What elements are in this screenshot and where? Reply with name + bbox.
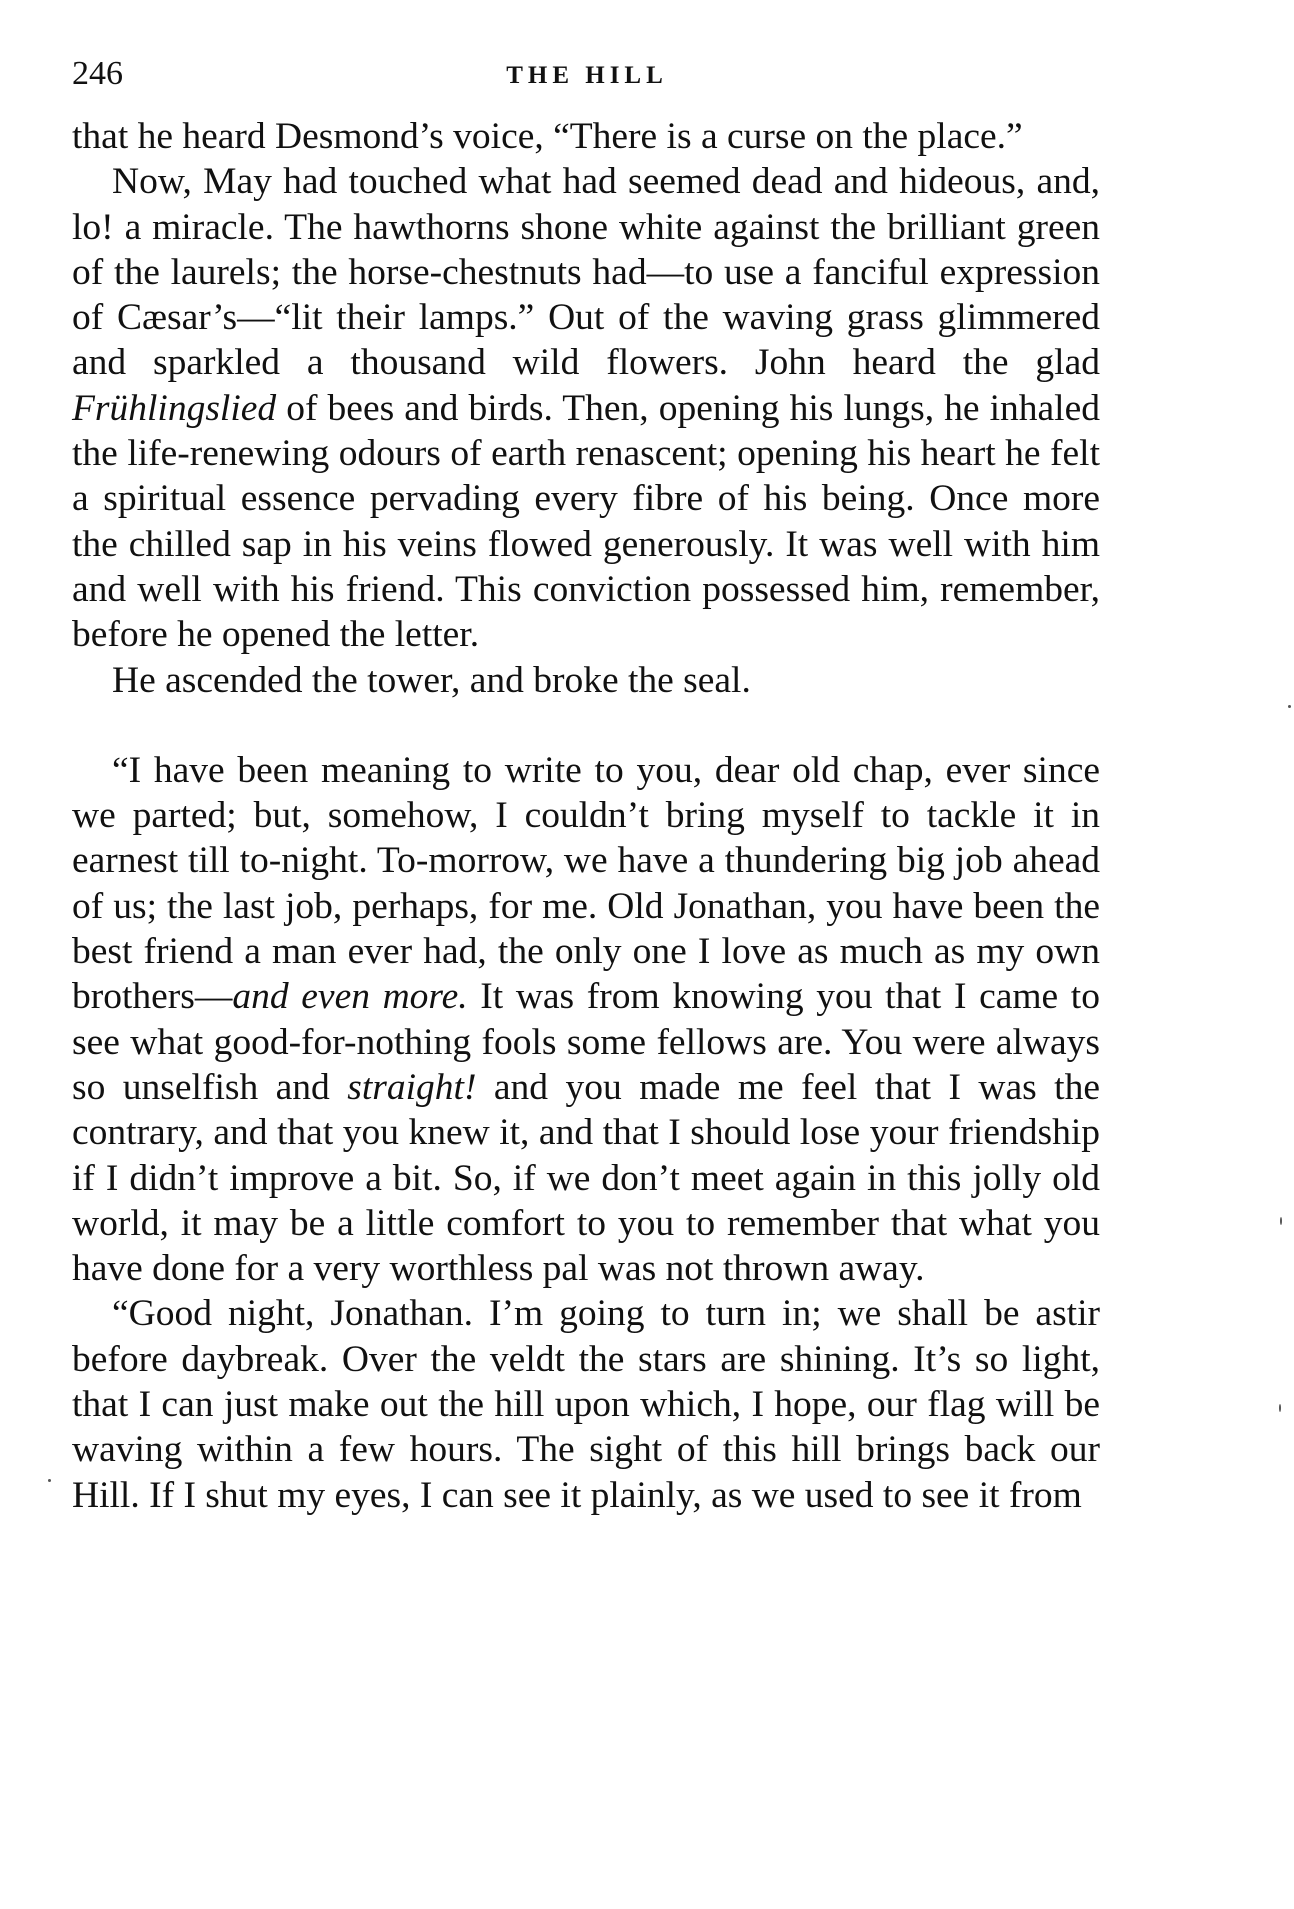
scan-speck [1280, 1217, 1282, 1225]
text-run: “Good night, Jonathan. I’m going to turn in; we shall be astir before daybreak. Over the veldt the stars are shining. It’s so light, that I can just make out the hill upon which, I hope, our flag will be waving within a few hours. The sight of this hill brings back our Hill. If I shut my eyes, I can see it plainly, as we used to see it from [72, 1293, 1100, 1516]
text-run: He ascended the tower, and broke the seal. [112, 659, 751, 701]
italic-word-fruhlingslied: Frühlingslied [72, 387, 277, 429]
text-run: It was from knowing you that I came to see what good-for-nothing fools some fellows are. You were always so unselfish and [72, 976, 1100, 1108]
page-header [72, 52, 1102, 96]
text-run: Now, May had touched what had seemed dead and hideous, and, lo! a miracle. The hawthorns shone white against the brilliant green of the laurels; the horse-chestnuts had—to use a fanciful expression of Cæsar’s—“lit their lamps.” Out of the waving grass glimmered and sparkled a thousand wild flowers. John heard the glad [72, 161, 1100, 384]
page-number: 246 [72, 55, 123, 92]
running-head: THE HILL [506, 62, 668, 89]
letter-paragraph-2 [72, 1291, 1100, 1517]
text-run: and you made me feel that I was the contrary, and that you knew it, and that I should lose your friendship if I didn’t improve a bit. So, if we don’t meet again in this jolly old world, it may be a little comfort to you to remember that what you have done for a very worthless pal was not thrown away. [72, 1066, 1100, 1290]
scan-speck [48, 1479, 51, 1482]
text-run: “I have been meaning to write to you, dear old chap, ever since we parted; but, somehow, I couldn’t bring myself to tackle it in earnest till to-night. To-morrow, we have a thundering big job ahead of us; the last job, perhaps, for me. Old Jonathan, you have been the best friend a man ever had, the only one I love as much as my own brothers— [72, 749, 1100, 1018]
scan-speck [1279, 1404, 1281, 1412]
italic-word-straight: straight! [347, 1066, 477, 1108]
scan-speck [1288, 705, 1291, 708]
text-run: of bees and birds. Then, opening his lungs, he inhaled the life-renewing odours of earth renascent; opening his heart he felt a spiritual essence pervading every fibre of his being. Once more the chilled sap in his veins flowed generously. It was well with him and well with his friend. This conviction possessed him, remember, before he opened the letter. [72, 387, 1100, 656]
paragraph-2 [72, 159, 1100, 657]
paragraph-3 [72, 658, 1100, 703]
letter-paragraph-1 [72, 748, 1100, 1292]
italic-phrase-and-even-more: and even more. [232, 976, 468, 1018]
body-text [72, 114, 1100, 1518]
paragraph-1 [72, 114, 1100, 159]
text-run: that he heard Desmond’s voice, “There is a curse on the place.” [72, 116, 1023, 157]
